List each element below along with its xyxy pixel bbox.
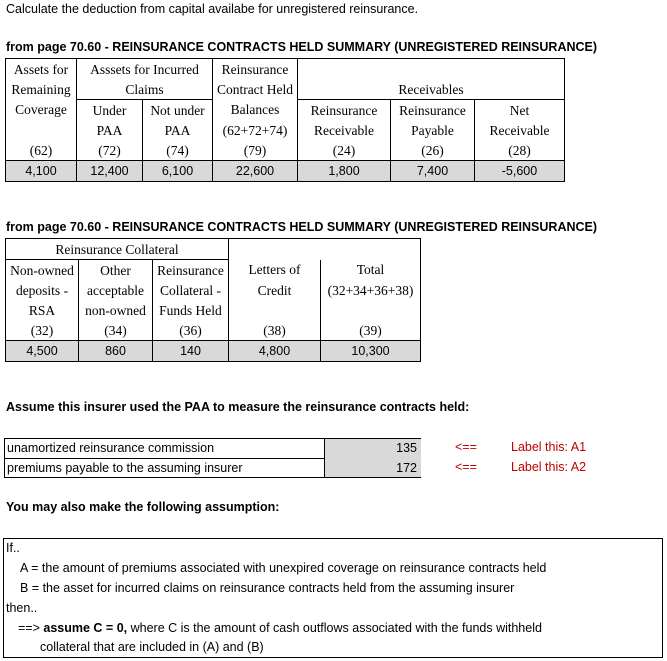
assumption-c-bold: assume C = 0,	[43, 621, 128, 635]
t2-h-nonowned-l2: deposits -	[6, 280, 79, 300]
t1-value: 12,400	[77, 161, 143, 182]
t1-code: (26)	[391, 140, 475, 161]
t2-h-collateral: Reinsurance Collateral	[6, 239, 229, 260]
t2-code: (39)	[321, 320, 421, 341]
intro-text: Calculate the deduction from capital availabe for unregistered reinsurance.	[6, 2, 419, 16]
t1-h-incurred-l2: Claims	[77, 79, 213, 100]
t1-h-net-l1: Net	[475, 100, 565, 121]
t2-h-rc-l2: Collateral -	[153, 280, 229, 300]
t1-code: (79)	[213, 140, 298, 161]
assume-row-value: 135	[396, 441, 417, 455]
t1-code: (24)	[298, 140, 391, 161]
t1-h-pay-l2: Payable	[391, 120, 475, 140]
t2-code: (36)	[153, 320, 229, 341]
t2-code: (38)	[229, 320, 321, 341]
assumption-then: then..	[6, 601, 38, 615]
t2-h-loc-l2: Credit	[229, 280, 321, 300]
t2-h-total-l2: (32+34+36+38)	[321, 280, 421, 300]
t2-h-other-l1: Other	[79, 260, 153, 281]
arrow-a2: <==	[455, 460, 477, 474]
t2-code: (34)	[79, 320, 153, 341]
t1-h-notunder-l2: PAA	[143, 120, 213, 140]
t1-h-pay-l1: Reinsurance	[391, 100, 475, 121]
t2-value: 4,800	[229, 341, 321, 362]
t1-code: (72)	[77, 140, 143, 161]
t2-h-nonowned-l3: RSA	[6, 300, 79, 320]
table2-collateral	[5, 238, 421, 362]
t1-h-recv-l1: Reinsurance	[298, 100, 391, 121]
assumption-b: B = the asset for incurred claims on reinsurance contracts held from the assuming insurer	[20, 581, 515, 595]
assumption-a: A = the amount of premiums associated with unexpired coverage on reinsurance contracts held	[20, 561, 547, 575]
t1-h-assets-l1: Assets for	[6, 59, 77, 80]
assumption-c	[18, 621, 542, 635]
assume-box	[4, 438, 421, 478]
t2-h-loc-l1: Letters of	[229, 260, 321, 281]
t2-h-rc-l3: Funds Held	[153, 300, 229, 320]
t2-value: 10,300	[321, 341, 421, 362]
t1-value: 22,600	[213, 161, 298, 182]
t2-h-nonowned-l1: Non-owned	[6, 260, 79, 281]
assume-row-value: 172	[396, 461, 417, 475]
assumption-box	[3, 538, 663, 658]
t1-h-incurred-l1: Asssets for Incurred	[77, 59, 213, 80]
t1-h-notunder-l1: Not under	[143, 100, 213, 121]
note-a1: Label this: A1	[511, 440, 587, 454]
t1-code: (28)	[475, 140, 565, 161]
t1-h-net-l2: Receivable	[475, 120, 565, 140]
t1-value: 1,800	[298, 161, 391, 182]
assume-heading: Assume this insurer used the PAA to measure the reinsurance contracts held:	[6, 400, 470, 414]
arrow-a1: <==	[455, 440, 477, 454]
t1-h-reins-l4: (62+72+74)	[213, 120, 298, 140]
t2-value: 4,500	[6, 341, 79, 362]
assume-row-label: premiums payable to the assuming insurer	[7, 461, 243, 475]
table1-summary	[5, 58, 565, 182]
t1-h-under-l2: PAA	[77, 120, 143, 140]
t1-code: (74)	[143, 140, 213, 161]
t1-h-assets-l3: Coverage	[6, 100, 77, 121]
t1-h-reins-l1: Reinsurance	[213, 59, 298, 80]
assumption-heading: You may also make the following assumption:	[6, 500, 280, 514]
assumption-if: If..	[6, 541, 20, 555]
note-a2: Label this: A2	[511, 460, 587, 474]
table2-title: from page 70.60 - REINSURANCE CONTRACTS HELD SUMMARY (UNREGISTERED REINSURANCE)	[6, 220, 598, 234]
t2-code: (32)	[6, 320, 79, 341]
table1-title: from page 70.60 - REINSURANCE CONTRACTS HELD SUMMARY (UNREGISTERED REINSURANCE)	[6, 40, 598, 54]
t2-h-rc-l1: Reinsurance	[153, 260, 229, 281]
t1-value: -5,600	[475, 161, 565, 182]
t1-h-assets-l2: Remaining	[6, 79, 77, 100]
t2-value: 140	[153, 341, 229, 362]
t1-h-reins-l3: Balances	[213, 100, 298, 121]
t1-h-under-l1: Under	[77, 100, 143, 121]
t1-value: 7,400	[391, 161, 475, 182]
t1-value: 6,100	[143, 161, 213, 182]
t1-value: 4,100	[6, 161, 77, 182]
t2-value: 860	[79, 341, 153, 362]
t2-h-other-l2: acceptable	[79, 280, 153, 300]
assumption-c-rest: where C is the amount of cash outflows associated with the funds withheld	[130, 621, 542, 635]
t1-h-receivables: Receivables	[298, 79, 565, 100]
assumption-c-line2: collateral that are included in (A) and (B)	[40, 640, 264, 654]
assume-row-label: unamortized reinsurance commission	[7, 441, 215, 455]
t1-code: (62)	[6, 140, 77, 161]
t2-h-other-l3: non-owned	[79, 300, 153, 320]
t2-h-total-l1: Total	[321, 260, 421, 281]
assumption-c-arrow: ==>	[18, 621, 40, 635]
t1-h-recv-l2: Receivable	[298, 120, 391, 140]
t1-h-reins-l2: Contract Held	[213, 79, 298, 100]
